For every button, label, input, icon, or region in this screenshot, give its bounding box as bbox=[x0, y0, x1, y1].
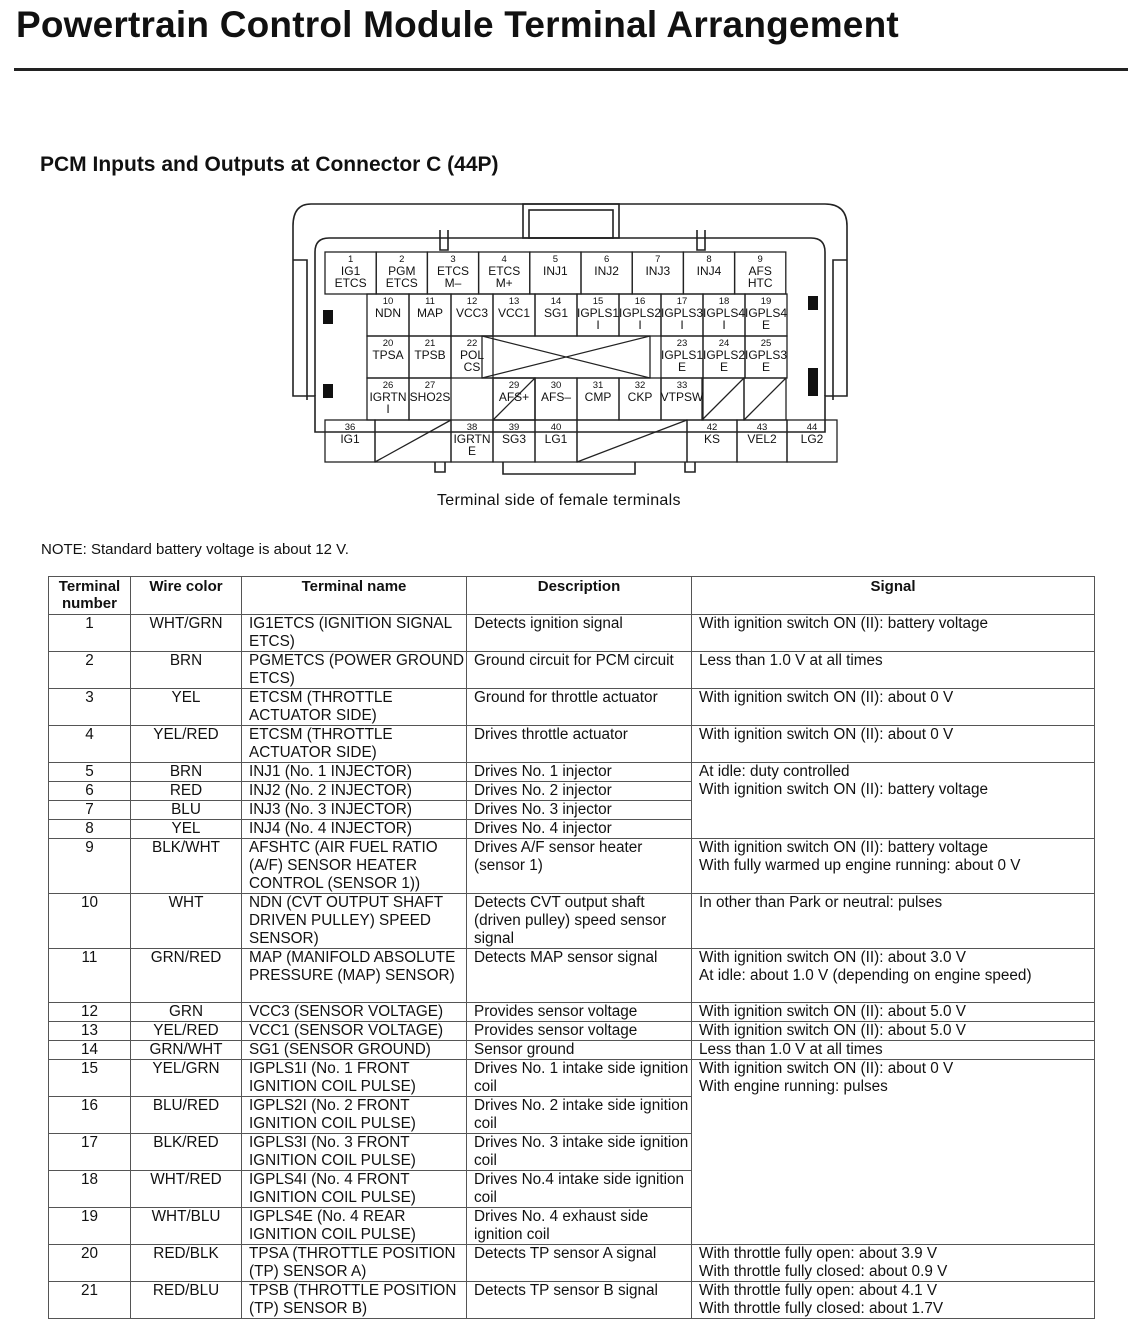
terminal-number: 14 bbox=[550, 296, 562, 307]
terminal-label: I bbox=[596, 318, 600, 332]
cell-terminal: 1 bbox=[49, 615, 131, 652]
cell-name: INJ3 (No. 3 INJECTOR) bbox=[242, 801, 467, 820]
terminal-label: IG1 bbox=[340, 264, 361, 278]
cell-desc: Drives No. 2 intake side ignition coil bbox=[467, 1097, 692, 1134]
terminal-label: VTPSW bbox=[660, 390, 704, 404]
table-row bbox=[49, 949, 1095, 1003]
cell-desc: Detects MAP sensor signal bbox=[467, 949, 692, 1003]
cell-signal: With ignition switch ON (II): about 5.0 V bbox=[692, 1022, 1095, 1041]
cell-desc: Ground for throttle actuator bbox=[467, 689, 692, 726]
terminal-label: IGPLS4 bbox=[702, 306, 746, 320]
terminal-label: IGPLS2 bbox=[618, 306, 662, 320]
cell-desc: Drives No. 1 injector bbox=[467, 763, 692, 782]
cell-desc: Drives throttle actuator bbox=[467, 726, 692, 763]
cell-wire: WHT/BLU bbox=[131, 1208, 242, 1245]
terminal-number: 9 bbox=[757, 254, 763, 265]
terminal-number: 24 bbox=[718, 338, 730, 349]
cell-desc: Drives No. 2 injector bbox=[467, 782, 692, 801]
cell-wire: BRN bbox=[131, 763, 242, 782]
terminal-label: MAP bbox=[416, 306, 444, 320]
cell-terminal: 4 bbox=[49, 726, 131, 763]
terminal-label: I bbox=[680, 318, 684, 332]
signal-line: With ignition switch ON (II): about 3.0 V bbox=[699, 949, 966, 966]
cell-wire: YEL/GRN bbox=[131, 1060, 242, 1097]
cell-name: TPSB (THROTTLE POSITION (TP) SENSOR B) bbox=[242, 1282, 467, 1319]
terminal-label: IGPLS3 bbox=[744, 348, 788, 362]
cell-terminal: 18 bbox=[49, 1171, 131, 1208]
cell-signal bbox=[692, 949, 1095, 1003]
cell-wire: WHT bbox=[131, 894, 242, 949]
cell-desc: Ground circuit for PCM circuit bbox=[467, 652, 692, 689]
table-row bbox=[49, 763, 1095, 782]
cell-name: MAP (MANIFOLD ABSOLUTE PRESSURE (MAP) SENSOR) bbox=[242, 949, 467, 1003]
cell-terminal: 15 bbox=[49, 1060, 131, 1097]
terminal-label: VEL2 bbox=[747, 432, 777, 446]
cell-desc: Drives No. 4 injector bbox=[467, 820, 692, 839]
cell-desc: Drives No. 1 intake side ignition coil bbox=[467, 1060, 692, 1097]
terminal-label: ETCS bbox=[334, 276, 367, 290]
cell-name: IGPLS4E (No. 4 REAR IGNITION COIL PULSE) bbox=[242, 1208, 467, 1245]
cell-wire: BLK/WHT bbox=[131, 839, 242, 894]
table-row bbox=[49, 652, 1095, 689]
cell-desc: Drives No.4 intake side ignition coil bbox=[467, 1171, 692, 1208]
signal-line: With ignition switch ON (II): about 0 V bbox=[699, 1060, 954, 1077]
terminal-number: 5 bbox=[552, 254, 559, 265]
cell-name: NDN (CVT OUTPUT SHAFT DRIVEN PULLEY) SPEED SENSOR) bbox=[242, 894, 467, 949]
terminal-label: I bbox=[386, 402, 390, 416]
cell-terminal: 16 bbox=[49, 1097, 131, 1134]
cell-terminal: 11 bbox=[49, 949, 131, 1003]
cell-terminal: 10 bbox=[49, 894, 131, 949]
terminal-label: CS bbox=[463, 360, 481, 374]
terminal-label: E bbox=[719, 360, 729, 374]
signal-line: With ignition switch ON (II): battery voltage bbox=[699, 839, 989, 856]
signal-line: With ignition switch ON (II): battery voltage bbox=[699, 781, 989, 798]
table-row bbox=[49, 1041, 1095, 1060]
table-row bbox=[49, 689, 1095, 726]
col-header-signal: Signal bbox=[692, 577, 1095, 615]
terminal-number: 23 bbox=[676, 338, 688, 349]
cell-name: INJ1 (No. 1 INJECTOR) bbox=[242, 763, 467, 782]
table-row bbox=[49, 1003, 1095, 1022]
terminal-label: IGPLS1 bbox=[660, 348, 704, 362]
col-header-wire: Wire color bbox=[131, 577, 242, 615]
table-header-row bbox=[49, 577, 1095, 615]
cell-desc: Drives No. 3 injector bbox=[467, 801, 692, 820]
table-row bbox=[49, 615, 1095, 652]
terminal-label: INJ3 bbox=[645, 264, 671, 278]
cell-name: PGMETCS (POWER GROUND ETCS) bbox=[242, 652, 467, 689]
table-row bbox=[49, 1282, 1095, 1319]
cell-desc: Sensor ground bbox=[467, 1041, 692, 1060]
cell-signal: Less than 1.0 V at all times bbox=[692, 1041, 1095, 1060]
terminal-number: 19 bbox=[760, 296, 772, 307]
terminal-label: ETCS bbox=[385, 276, 418, 290]
terminal-label: INJ2 bbox=[594, 264, 619, 278]
cell-wire: GRN/WHT bbox=[131, 1041, 242, 1060]
cell-terminal: 8 bbox=[49, 820, 131, 839]
cell-terminal: 14 bbox=[49, 1041, 131, 1060]
cell-signal bbox=[692, 763, 1095, 839]
cell-wire: BLK/RED bbox=[131, 1134, 242, 1171]
terminal-number: 26 bbox=[382, 380, 394, 391]
cell-terminal: 21 bbox=[49, 1282, 131, 1319]
section-subtitle: PCM Inputs and Outputs at Connector C (44P) bbox=[40, 153, 499, 176]
cell-name: ETCSM (THROTTLE ACTUATOR SIDE) bbox=[242, 726, 467, 763]
cell-name: INJ4 (No. 4 INJECTOR) bbox=[242, 820, 467, 839]
cell-wire: YEL bbox=[131, 689, 242, 726]
col-header-desc: Description bbox=[467, 577, 692, 615]
terminal-number: 10 bbox=[382, 296, 394, 307]
terminal-number: 1 bbox=[347, 254, 354, 265]
terminal-label: AFS+ bbox=[498, 390, 530, 404]
terminal-number: 16 bbox=[634, 296, 646, 307]
terminal-number: 42 bbox=[706, 422, 718, 433]
cell-wire: YEL bbox=[131, 820, 242, 839]
terminal-label: IGPLS1 bbox=[576, 306, 620, 320]
terminal-label: CMP bbox=[584, 390, 612, 404]
signal-line: With engine running: pulses bbox=[699, 1078, 888, 1095]
terminal-label: KS bbox=[703, 432, 721, 446]
terminal-number: 22 bbox=[466, 338, 478, 349]
cell-desc: Provides sensor voltage bbox=[467, 1003, 692, 1022]
table-row bbox=[49, 1060, 1095, 1097]
col-header-name: Terminal name bbox=[242, 577, 467, 615]
terminal-number: 12 bbox=[466, 296, 478, 307]
cell-terminal: 17 bbox=[49, 1134, 131, 1171]
cell-signal: Less than 1.0 V at all times bbox=[692, 652, 1095, 689]
cell-signal: With ignition switch ON (II): about 0 V bbox=[692, 689, 1095, 726]
terminal-label: E bbox=[677, 360, 687, 374]
cell-wire: RED bbox=[131, 782, 242, 801]
terminal-number: 13 bbox=[508, 296, 520, 307]
terminal-number: 8 bbox=[706, 254, 712, 265]
terminal-label: INJ1 bbox=[543, 264, 568, 278]
terminal-number: 43 bbox=[756, 422, 768, 433]
table-row bbox=[49, 726, 1095, 763]
cell-name: IGPLS2I (No. 2 FRONT IGNITION COIL PULSE) bbox=[242, 1097, 467, 1134]
signal-line: With throttle fully closed: about 1.7V bbox=[699, 1300, 944, 1317]
title-rule bbox=[14, 68, 1128, 71]
cell-desc: Drives No. 4 exhaust side ignition coil bbox=[467, 1208, 692, 1245]
cell-desc: Detects ignition signal bbox=[467, 615, 692, 652]
terminal-label: SG3 bbox=[501, 432, 527, 446]
connector-diagram bbox=[285, 200, 855, 485]
voltage-note: NOTE: Standard battery voltage is about 12 V. bbox=[41, 541, 349, 558]
terminal-label: LG1 bbox=[544, 432, 568, 446]
terminal-number: 3 bbox=[450, 254, 456, 265]
terminal-label: HTC bbox=[747, 276, 773, 290]
terminal-label: IGPLS4 bbox=[744, 306, 788, 320]
terminal-label: E bbox=[761, 318, 771, 332]
terminal-number: 40 bbox=[550, 422, 562, 433]
terminal-label: PGM bbox=[388, 264, 416, 278]
terminal-number: 7 bbox=[655, 254, 661, 265]
cell-desc: Drives A/F sensor heater (sensor 1) bbox=[467, 839, 692, 894]
terminal-label: E bbox=[761, 360, 771, 374]
cell-name: AFSHTC (AIR FUEL RATIO (A/F) SENSOR HEATER CONTROL (SENSOR 1)) bbox=[242, 839, 467, 894]
signal-line: With throttle fully open: about 4.1 V bbox=[699, 1282, 938, 1299]
terminal-label: AFS bbox=[748, 264, 772, 278]
cell-desc: Detects TP sensor B signal bbox=[467, 1282, 692, 1319]
table-row bbox=[49, 1245, 1095, 1282]
terminal-label: ETCS bbox=[436, 264, 470, 278]
terminal-number: 32 bbox=[634, 380, 646, 391]
cell-terminal: 13 bbox=[49, 1022, 131, 1041]
terminal-label: IGRTN bbox=[453, 432, 491, 446]
terminal-number: 36 bbox=[344, 422, 356, 433]
terminal-number: 11 bbox=[425, 296, 435, 307]
cell-signal: With ignition switch ON (II): battery voltage bbox=[692, 615, 1095, 652]
terminal-label: VCC1 bbox=[497, 306, 531, 320]
cell-signal: With ignition switch ON (II): about 0 V bbox=[692, 726, 1095, 763]
cell-desc: Detects TP sensor A signal bbox=[467, 1245, 692, 1282]
terminal-number: 15 bbox=[592, 296, 604, 307]
cell-terminal: 3 bbox=[49, 689, 131, 726]
col-header-terminal: Terminal number bbox=[49, 577, 131, 615]
cell-signal bbox=[692, 1060, 1095, 1245]
terminal-label: IGPLS3 bbox=[660, 306, 704, 320]
terminal-label: IGPLS2 bbox=[702, 348, 746, 362]
cell-name: IGPLS3I (No. 3 FRONT IGNITION COIL PULSE) bbox=[242, 1134, 467, 1171]
cell-name: IGPLS1I (No. 1 FRONT IGNITION COIL PULSE) bbox=[242, 1060, 467, 1097]
terminal-number: 21 bbox=[424, 338, 436, 349]
cell-wire: BLU bbox=[131, 801, 242, 820]
terminal-number: 39 bbox=[508, 422, 520, 433]
cell-wire: GRN bbox=[131, 1003, 242, 1022]
cell-wire: WHT/GRN bbox=[131, 615, 242, 652]
terminal-label: VCC3 bbox=[455, 306, 489, 320]
cell-wire: BLU/RED bbox=[131, 1097, 242, 1134]
cell-terminal: 12 bbox=[49, 1003, 131, 1022]
signal-line: With throttle fully closed: about 0.9 V bbox=[699, 1263, 948, 1280]
cell-wire: RED/BLK bbox=[131, 1245, 242, 1282]
cell-signal: In other than Park or neutral: pulses bbox=[692, 894, 1095, 949]
terminal-number: 27 bbox=[424, 380, 436, 391]
terminal-label: POL bbox=[459, 348, 485, 362]
cell-signal bbox=[692, 1282, 1095, 1319]
cell-terminal: 6 bbox=[49, 782, 131, 801]
cell-terminal: 7 bbox=[49, 801, 131, 820]
cell-name: VCC3 (SENSOR VOLTAGE) bbox=[242, 1003, 467, 1022]
terminal-label: NDN bbox=[375, 306, 401, 320]
signal-line: At idle: about 1.0 V (depending on engine speed) bbox=[699, 967, 1032, 984]
terminal-number: 17 bbox=[676, 296, 688, 307]
cell-name: SG1 (SENSOR GROUND) bbox=[242, 1041, 467, 1060]
cell-signal: With ignition switch ON (II): about 5.0 V bbox=[692, 1003, 1095, 1022]
cell-desc: Drives No. 3 intake side ignition coil bbox=[467, 1134, 692, 1171]
terminal-label: IG1 bbox=[340, 432, 360, 446]
terminal-number: 31 bbox=[592, 380, 604, 391]
cell-terminal: 2 bbox=[49, 652, 131, 689]
terminal-number: 38 bbox=[466, 422, 478, 433]
connector-caption: Terminal side of female terminals bbox=[437, 492, 681, 509]
terminal-label: I bbox=[638, 318, 642, 332]
cell-signal bbox=[692, 1245, 1095, 1282]
cell-desc: Provides sensor voltage bbox=[467, 1022, 692, 1041]
terminal-number: 29 bbox=[508, 380, 520, 391]
terminal-label: E bbox=[467, 444, 477, 458]
cell-wire: YEL/RED bbox=[131, 726, 242, 763]
terminal-label: INJ4 bbox=[696, 264, 722, 278]
terminal-number: 20 bbox=[382, 338, 394, 349]
cell-name: ETCSM (THROTTLE ACTUATOR SIDE) bbox=[242, 689, 467, 726]
table-row bbox=[49, 839, 1095, 894]
terminal-number: 4 bbox=[501, 254, 507, 265]
terminal-number: 25 bbox=[760, 338, 772, 349]
terminal-number: 2 bbox=[399, 254, 405, 265]
cell-name: TPSA (THROTTLE POSITION (TP) SENSOR A) bbox=[242, 1245, 467, 1282]
signal-line: With throttle fully open: about 3.9 V bbox=[699, 1245, 938, 1262]
cell-signal bbox=[692, 839, 1095, 894]
terminal-number: 30 bbox=[550, 380, 562, 391]
terminal-label: SHO2S bbox=[409, 390, 451, 404]
terminal-number: 6 bbox=[603, 254, 610, 265]
cell-terminal: 19 bbox=[49, 1208, 131, 1245]
page-title: Powertrain Control Module Terminal Arrangement bbox=[16, 4, 899, 45]
cell-wire: RED/BLU bbox=[131, 1282, 242, 1319]
terminal-label: M+ bbox=[495, 276, 513, 290]
cell-terminal: 9 bbox=[49, 839, 131, 894]
table-row bbox=[49, 894, 1095, 949]
cell-wire: WHT/RED bbox=[131, 1171, 242, 1208]
terminal-label: TPSA bbox=[372, 348, 404, 362]
terminal-label: I bbox=[722, 318, 726, 332]
terminal-number: 33 bbox=[676, 380, 688, 391]
terminal-number: 18 bbox=[718, 296, 730, 307]
cell-wire: BRN bbox=[131, 652, 242, 689]
terminal-table bbox=[48, 576, 1095, 1319]
terminal-label: AFS– bbox=[540, 390, 572, 404]
signal-line: With fully warmed up engine running: about 0 V bbox=[699, 857, 1021, 874]
terminal-label: LG2 bbox=[800, 432, 824, 446]
terminal-label: SG1 bbox=[543, 306, 569, 320]
signal-line: At idle: duty controlled bbox=[699, 763, 850, 780]
terminal-label: M– bbox=[444, 276, 462, 290]
cell-desc: Detects CVT output shaft (driven pulley) speed sensor signal bbox=[467, 894, 692, 949]
cell-terminal: 5 bbox=[49, 763, 131, 782]
cell-name: INJ2 (No. 2 INJECTOR) bbox=[242, 782, 467, 801]
cell-name: IG1ETCS (IGNITION SIGNAL ETCS) bbox=[242, 615, 467, 652]
cell-name: IGPLS4I (No. 4 FRONT IGNITION COIL PULSE) bbox=[242, 1171, 467, 1208]
cell-wire: GRN/RED bbox=[131, 949, 242, 1003]
cell-terminal: 20 bbox=[49, 1245, 131, 1282]
terminal-label: CKP bbox=[627, 390, 653, 404]
cell-wire: YEL/RED bbox=[131, 1022, 242, 1041]
terminal-label: TPSB bbox=[414, 348, 446, 362]
cell-name: VCC1 (SENSOR VOLTAGE) bbox=[242, 1022, 467, 1041]
table-row bbox=[49, 1022, 1095, 1041]
terminal-label: ETCS bbox=[488, 264, 521, 278]
terminal-label: IGRTN bbox=[369, 390, 407, 404]
latch bbox=[523, 204, 619, 238]
terminal-number: 44 bbox=[806, 422, 818, 433]
